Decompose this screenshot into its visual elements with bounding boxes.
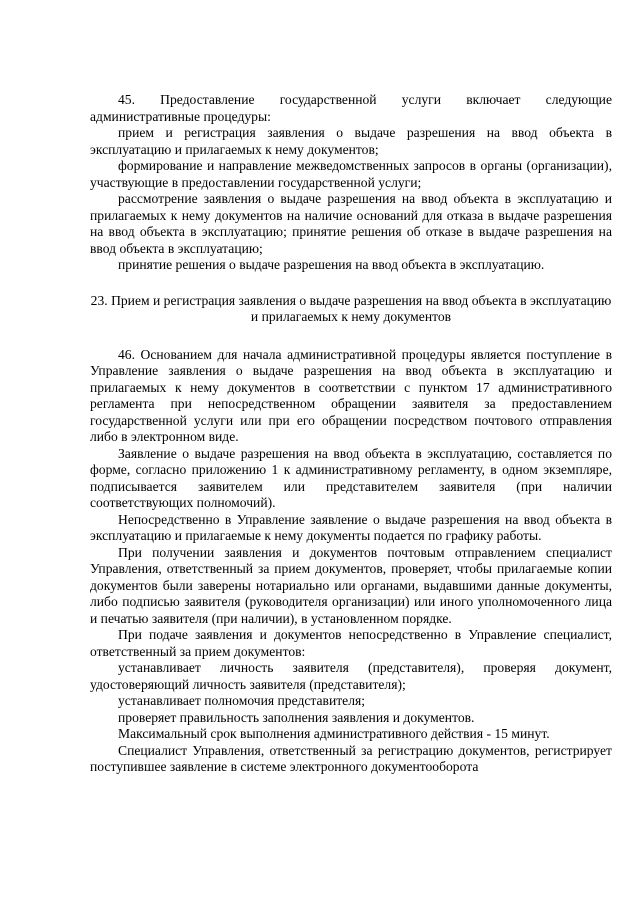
section-heading-23: 23. Прием и регистрация заявления о выдаче разрешения на ввод объекта в эксплуатацию и прилагаемых к нему документов [90, 292, 612, 324]
paragraph-postal-submission: При получении заявления и документов почтовым отправлением специалист Управления, ответственный за прием документов, проверяет, чтобы прилагаемые копии документов были заверены нотариально или органами, выдавшими данные документы, либо подписью заявителя (руководителя организации) или иного уполномоченного лица и печатью заявителя (при наличии), в установленном порядке. [90, 544, 612, 626]
paragraph-45: 45. Предоставление государственной услуги включает следующие административные процедуры: [90, 92, 612, 124]
list-item-completeness-check: проверяет правильность заполнения заявления и документов. [118, 709, 475, 725]
paragraph-application-form: Заявление о выдаче разрешения на ввод объекта в эксплуатацию, составляется по форме, согласно приложению 1 к административному регламенту, в одном экземпляре, подписывается заявителем или представителем заявителя (при наличии соответствующих полномочий). [90, 445, 612, 510]
procedure-item-2: формирование и направление межведомственных запросов в органы (организации), участвующие в предоставлении государственной услуги; [90, 158, 612, 190]
procedure-item-4: принятие решения о выдаче разрешения на ввод объекта в эксплуатацию. [118, 257, 545, 272]
list-item-identity-check: устанавливает личность заявителя (представителя), проверяя документ, удостоверяющий личность заявителя (представителя); [90, 660, 612, 692]
procedure-item-1: прием и регистрация заявления о выдаче разрешения на ввод объекта в эксплуатацию и прилагаемых к нему документов; [90, 125, 612, 157]
paragraph-direct-submission: Непосредственно в Управление заявление о выдаче разрешения на ввод объекта в эксплуатацию и прилагаемые к нему документы подается по графику работы. [90, 511, 612, 543]
paragraph-in-person-submission: При подаче заявления и документов непосредственно в Управление специалист, ответственный за прием документов: [90, 627, 612, 659]
paragraph-registration: Специалист Управления, ответственный за регистрацию документов, регистрирует поступившее заявление в системе электронного документооборота [90, 742, 612, 774]
paragraph-max-time: Максимальный срок выполнения административного действия - 15 минут. [118, 726, 550, 741]
procedure-item-3: рассмотрение заявления о выдаче разрешения на ввод объекта в эксплуатацию и прилагаемых к нему документов на наличие оснований для отказа в выдаче разрешения на ввод объекта в эксплуатацию; принятие решения об отказе в выдаче разрешения на ввод объекта в эксплуатацию; [90, 191, 612, 256]
list-item-authority-check: устанавливает полномочия представителя; [118, 693, 366, 708]
document-page [90, 92, 612, 776]
paragraph-46: 46. Основанием для начала административной процедуры является поступление в Управление заявления о выдаче разрешения на ввод объекта в эксплуатацию и прилагаемых к нему документов в соответствии с пунктом 17 административного регламента при непосредственном обращении заявителя за предоставлением государственной услуги или при его обращении посредством почтового отправления либо в электронном виде. [90, 346, 612, 444]
